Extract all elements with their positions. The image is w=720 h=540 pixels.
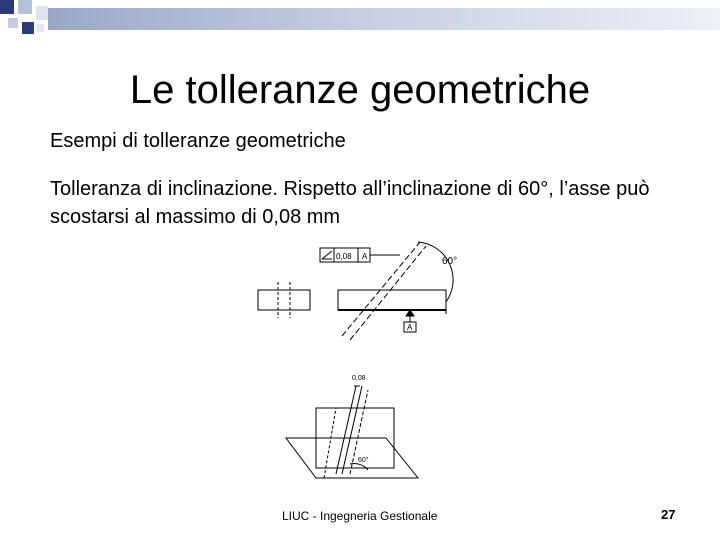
header-gradient-bar — [48, 8, 720, 30]
deco-square — [8, 18, 18, 28]
iso-tolerance-label: 0,08 — [352, 375, 366, 382]
page-number: 27 — [661, 507, 676, 522]
iso-angle-arc — [350, 464, 368, 470]
deco-square — [36, 24, 44, 32]
tolerance-frame-letter: A — [362, 252, 368, 261]
subtitle: Esempi di tolleranze geometriche — [50, 130, 346, 152]
iso-angle-label: 60° — [358, 457, 369, 464]
angle-arc — [418, 242, 453, 302]
front-view-block — [338, 290, 446, 310]
inclination-tolerance-figure — [250, 232, 490, 518]
tolerance-value: 0,08 — [336, 252, 352, 261]
page-title: Le tolleranze geometriche — [129, 68, 591, 112]
deco-square — [0, 0, 14, 14]
datum-letter: A — [407, 323, 413, 332]
base-plane — [286, 438, 418, 478]
side-view-block — [258, 290, 310, 310]
body-text: Tolleranza di inclinazione. Rispetto all’inclinazione di 60°, l’asse può scostarsi al massimo di 0,08 mm — [50, 178, 650, 228]
angle-label: 60° — [442, 256, 458, 267]
deco-square — [36, 6, 48, 20]
footer-text: LIUC - Ingegneria Gestionale — [282, 509, 438, 523]
deco-square — [18, 0, 32, 14]
angularity-symbol — [322, 251, 332, 259]
header-decoration — [0, 0, 720, 46]
deco-square — [22, 22, 34, 34]
